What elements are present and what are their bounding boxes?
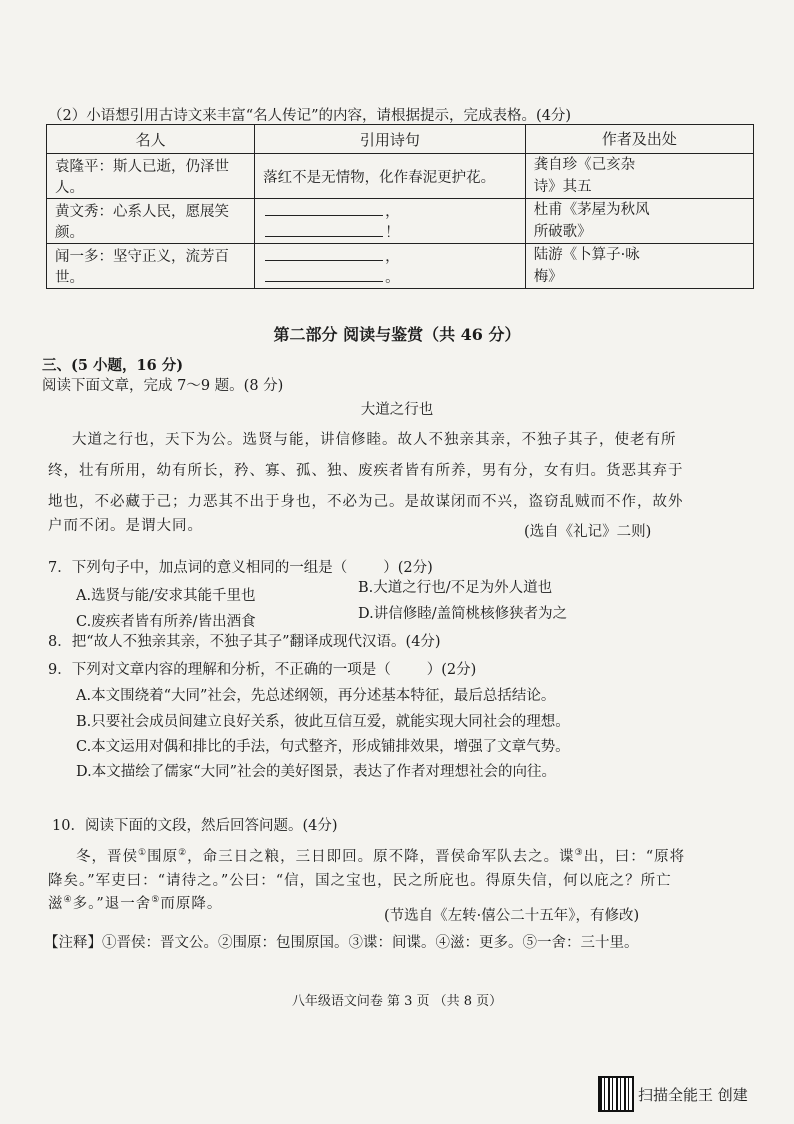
question-6-2-stem: （2）小语想引用古诗文来丰富“名人传记”的内容，请根据提示，完成表格。(4分) — [48, 108, 572, 124]
q7-option-c: C.废疾者皆有所养/皆出酒食 — [76, 614, 256, 630]
passage-line: 户而不闭。是谓大同。 — [48, 518, 203, 534]
table-row — [47, 244, 754, 289]
answer-blank[interactable] — [265, 222, 383, 237]
answer-blank[interactable] — [265, 246, 383, 261]
note-mark: ⑤ — [151, 895, 161, 906]
source-line: 杜甫《茅屋为秋风 — [533, 202, 650, 218]
stem-text: 7．下列句子中，加点词的意义相同的一组是（ — [48, 560, 348, 576]
q9-option-b: B.只要社会成员间建立良好关系，彼此互信互爱，就能实现大同社会的理想。 — [76, 714, 570, 730]
qr-code-icon — [598, 1076, 634, 1112]
end-punct: ！ — [385, 225, 400, 241]
person-cell: 黄文秀：心系人民，愿展笑颜。 — [47, 199, 255, 244]
quote-table — [46, 124, 754, 289]
note-mark: ② — [178, 848, 188, 859]
quote-blank-cell[interactable]: ，。 — [255, 244, 526, 289]
q10-notes: 【注释】①晋侯：晋文公。②围原：包围原国。③谍：间谍。④滋：更多。⑤一舍：三十里。 — [44, 935, 639, 951]
q10-passage-line: 降矣。”军吏曰：“请待之。”公曰：“信，国之宝也，民之所庇也。得原失信，何以庇之？所亡 — [48, 873, 672, 889]
question-9-stem — [48, 658, 476, 679]
answer-blank[interactable] — [265, 267, 383, 282]
section-3-intro: 阅读下面文章，完成 7～9 题。(8 分) — [42, 378, 284, 394]
passage-line: 终，壮有所用，幼有所长，矜、寡、孤、独、废疾者皆有所养，男有分，女有归。货恶其弃于 — [48, 463, 684, 479]
passage-line: 地也，不必藏于己；力恶其不出于身也，不必为己。是故谋闭而不兴，盗窃乱贼而不作，故外 — [48, 494, 684, 510]
source-line: 梅》 — [533, 269, 563, 285]
source-cell — [525, 154, 753, 199]
q9-option-a: A.本文围绕着“大同”社会，先总述纲领，再分述基本特征，最后总括结论。 — [76, 688, 556, 704]
note-mark: ① — [138, 848, 148, 859]
answer-blank[interactable] — [265, 201, 383, 216]
source-cell — [525, 199, 753, 244]
q7-option-b: B.大道之行也/不足为外人道也 — [358, 580, 553, 596]
quote-blank-cell[interactable]: ，！ — [255, 199, 526, 244]
section-3-heading: 三、(5 小题，16 分) — [42, 357, 184, 374]
scanner-watermark: 扫描全能王 创建 — [638, 1086, 748, 1104]
quote-cell: 落红不是无情物，化作春泥更护花。 — [255, 154, 526, 199]
q9-option-d: D.本文描绘了儒家“大同”社会的美好图景，表达了作者对理想社会的向往。 — [76, 764, 557, 780]
passage-title: 大道之行也 — [360, 402, 434, 418]
question-8: 8．把“故人不独亲其亲，不独子其子”翻译成现代汉语。(4分) — [48, 634, 441, 650]
passage-line: 大道之行也，天下为公。选贤与能，讲信修睦。故人不独亲其亲，不独子其子，使老有所 — [72, 432, 677, 448]
text: ，命三日之粮，三日即回。原不降，晋侯命军队去之。谍 — [187, 849, 575, 865]
q10-source: (节选自《左转·僖公二十五年》，有修改) — [384, 908, 640, 924]
text: 冬，晋侯 — [76, 849, 138, 865]
note-mark: ④ — [63, 895, 73, 906]
source-cell — [525, 244, 753, 289]
text: 围原 — [147, 849, 179, 865]
source-line: 诗》其五 — [533, 179, 592, 195]
table-row — [47, 154, 754, 199]
source-line: 龚自珍《己亥杂 — [533, 157, 636, 173]
table-header-row — [47, 125, 754, 154]
question-10-stem: 10．阅读下面的文段，然后回答问题。(4分) — [52, 818, 338, 834]
header-quote: 引用诗句 — [255, 125, 526, 154]
person-cell: 袁隆平：斯人已逝，仍泽世人。 — [47, 154, 255, 199]
table-row — [47, 199, 754, 244]
question-7-stem — [48, 556, 433, 577]
q9-option-c: C.本文运用对偶和排比的手法，句式整齐，形成铺排效果，增强了文章气势。 — [76, 739, 570, 755]
q10-passage-line — [48, 892, 222, 913]
person-cell: 闻一多：坚守正义，流芳百世。 — [47, 244, 255, 289]
note-mark: ③ — [574, 848, 584, 859]
text: 而原降。 — [160, 896, 223, 912]
text: 滋 — [48, 896, 64, 912]
stem-text: ）(2分) — [426, 662, 477, 678]
page-footer: 八年级语文问卷 第 3 页 （共 8 页） — [291, 994, 503, 1009]
source-line: 所破歌》 — [533, 224, 592, 240]
header-source: 作者及出处 — [525, 125, 753, 154]
passage-source: (选自《礼记》二则) — [524, 524, 652, 540]
header-person: 名人 — [47, 125, 255, 154]
part-2-title: 第二部分 阅读与鉴赏（共 46 分） — [273, 325, 521, 344]
source-line: 陆游《卜算子·咏 — [533, 247, 640, 263]
q7-option-a: A.选贤与能/安求其能千里也 — [76, 588, 256, 604]
q10-passage-line — [76, 845, 685, 866]
text: 多。”退一舍 — [72, 896, 152, 912]
q7-option-d: D.讲信修睦/盖简桃核修狭者为之 — [358, 606, 568, 622]
stem-text: 9．下列对文章内容的理解和分析，不正确的一项是（ — [48, 662, 391, 678]
text: 出，曰：“原将 — [583, 849, 686, 865]
end-punct: 。 — [385, 270, 400, 286]
stem-text: ）(2分) — [383, 560, 433, 576]
